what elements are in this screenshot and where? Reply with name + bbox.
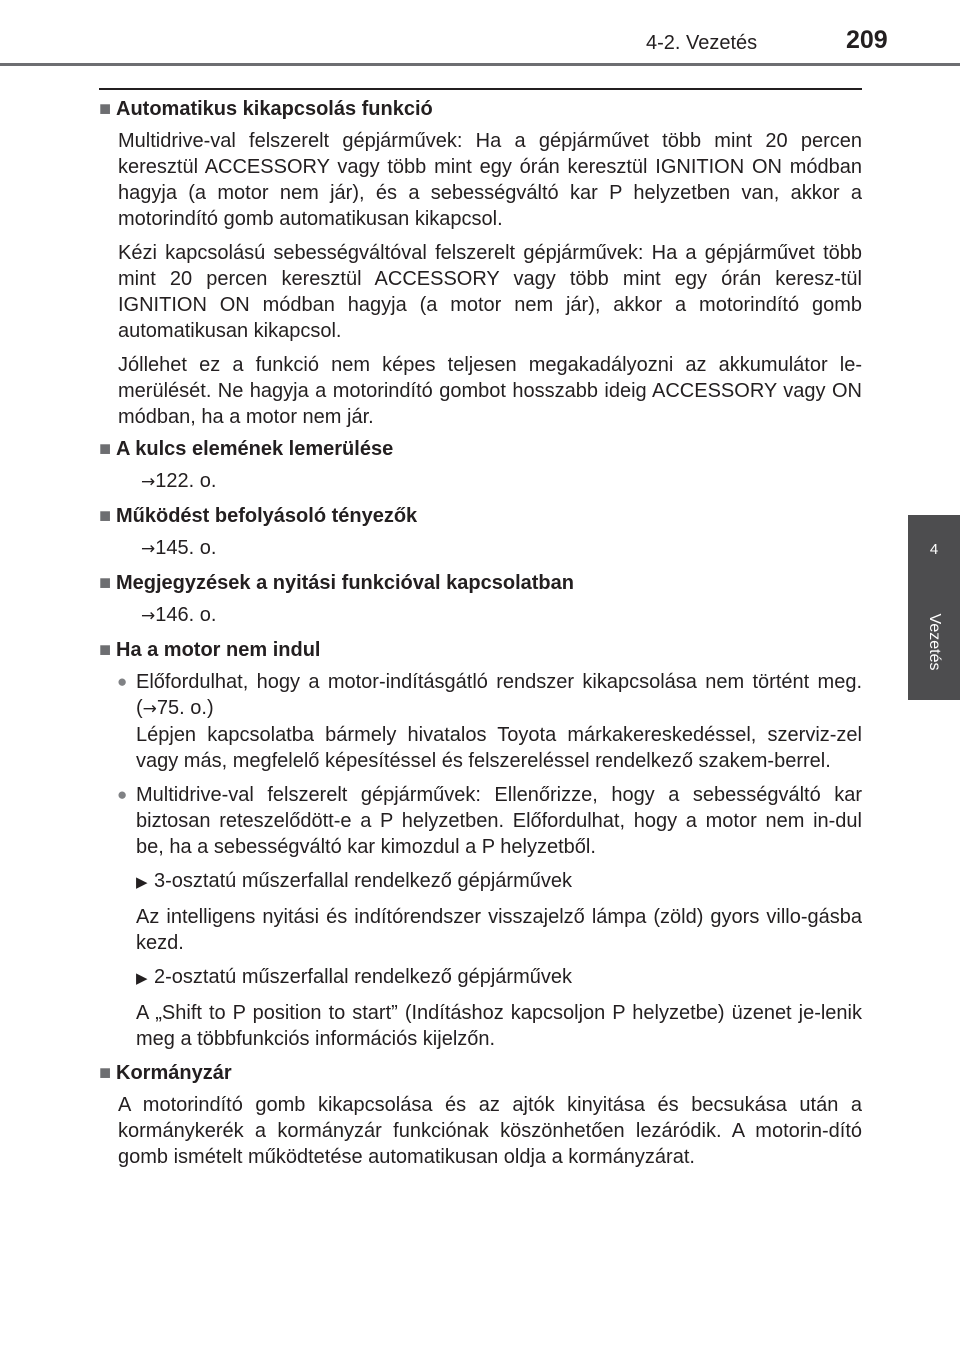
square-bullet-icon: ■ [99, 1062, 112, 1084]
section-key-battery [99, 436, 862, 495]
section-heading [99, 436, 862, 462]
list-item [99, 669, 862, 774]
chapter-label: Vezetés [926, 613, 943, 671]
chapter-side-tab[interactable] [908, 515, 960, 700]
page-reference[interactable] [99, 468, 862, 495]
section-entry-notes [99, 570, 862, 629]
bullet-text: Előfordulhat, hogy a motor-indításgátló rendszer kikapcsolása nem történt meg. ( [136, 671, 862, 719]
bullet-text: Lépjen kapcsolatba bármely hivatalos Toyota márkakereskedéssel, szerviz-zel vagy más, megfelelő képesítéssel és felszereléssel rendelkező szakem-berrel. [136, 724, 862, 772]
section-heading [99, 96, 862, 122]
triangle-right-icon: ▶ [136, 970, 148, 987]
page-reference-text: 145. o. [155, 537, 217, 559]
section-title: Megjegyzések a nyitási funkcióval kapcsolatban [116, 572, 574, 594]
round-bullet-icon: ● [117, 785, 128, 804]
section-heading [99, 637, 862, 663]
paragraph: A „Shift to P position to start” (Indításhoz kapcsoljon P helyzetbe) üzenet je-lenik meg a többfunkciós információs kijelzőn. [136, 1002, 862, 1050]
section-title: A kulcs elemének lemerülése [116, 438, 394, 460]
square-bullet-icon: ■ [99, 438, 112, 460]
sub-heading [99, 964, 862, 992]
chapter-number: 4 [929, 541, 939, 558]
arrow-right-icon: → [141, 539, 156, 559]
section-title: Kormányzár [116, 1062, 232, 1084]
section-operating-factors [99, 503, 862, 562]
header-rule [0, 63, 960, 66]
paragraph: Jóllehet ez a funkció nem képes teljesen megakadályozni az akkumulátor le-merülését. Ne hagyja a motorindító gombot hosszabb ideig ACCESSORY vagy ON módban, ha a motor nem jár. [118, 354, 862, 428]
square-bullet-icon: ■ [99, 98, 112, 120]
square-bullet-icon: ■ [99, 639, 112, 661]
section-title: Automatikus kikapcsolás funkció [116, 98, 433, 120]
square-bullet-icon: ■ [99, 505, 112, 527]
triangle-right-icon: ▶ [136, 874, 148, 891]
section-title: Működést befolyásoló tényezők [116, 505, 418, 527]
paragraph: Az intelligens nyitási és indítórendszer visszajelző lámpa (zöld) gyors villo-gásba kezd. [136, 906, 862, 954]
page-reference-text: 122. o. [155, 470, 217, 492]
section-title: Ha a motor nem indul [116, 639, 321, 661]
arrow-right-icon: → [142, 699, 157, 719]
header-section-title: 4-2. Vezetés [646, 32, 758, 54]
sub-heading-title: 2-osztatú műszerfallal rendelkező gépjárművek [154, 966, 572, 988]
page-reference-text: 146. o. [155, 604, 217, 626]
paragraph: Multidrive-val felszerelt gépjárművek: Ha a gépjárművet több mint 20 percen keresztül ACCESSORY vagy több mint egy órán keresztül IGNITION ON módban hagyja (a motor nem jár), és a sebességváltó kar P helyzetben van, akkor a motorindító gomb automatikusan kikapcsol. [118, 130, 862, 230]
page-reference[interactable] [99, 535, 862, 562]
section-steering-lock [99, 1060, 862, 1170]
paragraph: A motorindító gomb kikapcsolása és az ajtók kinyitása és becsukása után a kormánykerék a kormányzár funkciónak köszönhetően lezáródik. A motorin-dító gomb ismételt működtetése automatikusan oldja a kormányzárat. [118, 1094, 862, 1168]
section-auto-power-off [99, 96, 862, 430]
page-content [99, 96, 862, 1178]
page-reference-text[interactable]: 75. o.) [156, 697, 214, 719]
section-heading [99, 570, 862, 596]
section-engine-not-start [99, 637, 862, 1052]
list-item [99, 782, 862, 860]
round-bullet-icon: ● [117, 672, 128, 691]
bullet-text: Multidrive-val felszerelt gépjárművek: Ellenőrizze, hogy a sebességváltó kar biztosan reteszelődött-e a P helyzetben. Előfordulhat, hogy a motor nem in-dul be, ha a sebességváltó kar kimozdul a P helyzetből. [136, 784, 862, 858]
section-heading [99, 1060, 862, 1086]
section-heading [99, 503, 862, 529]
page-reference[interactable] [99, 602, 862, 629]
content-top-rule [99, 88, 862, 90]
sub-heading-title: 3-osztatú műszerfallal rendelkező gépjárművek [154, 870, 572, 892]
arrow-right-icon: → [141, 606, 156, 626]
arrow-right-icon: → [141, 472, 156, 492]
list-item-body [136, 669, 862, 774]
paragraph: Kézi kapcsolású sebességváltóval felszerelt gépjárművek: Ha a gépjárművet több mint 20 percen keresztül ACCESSORY vagy több mint egy órán keresz-tül IGNITION ON módban hagyja (a motor nem jár), akkor a motorindító gomb automatikusan kikapcsol. [118, 242, 862, 342]
square-bullet-icon: ■ [99, 572, 112, 594]
page-number: 209 [846, 26, 888, 54]
sub-heading [99, 868, 862, 896]
